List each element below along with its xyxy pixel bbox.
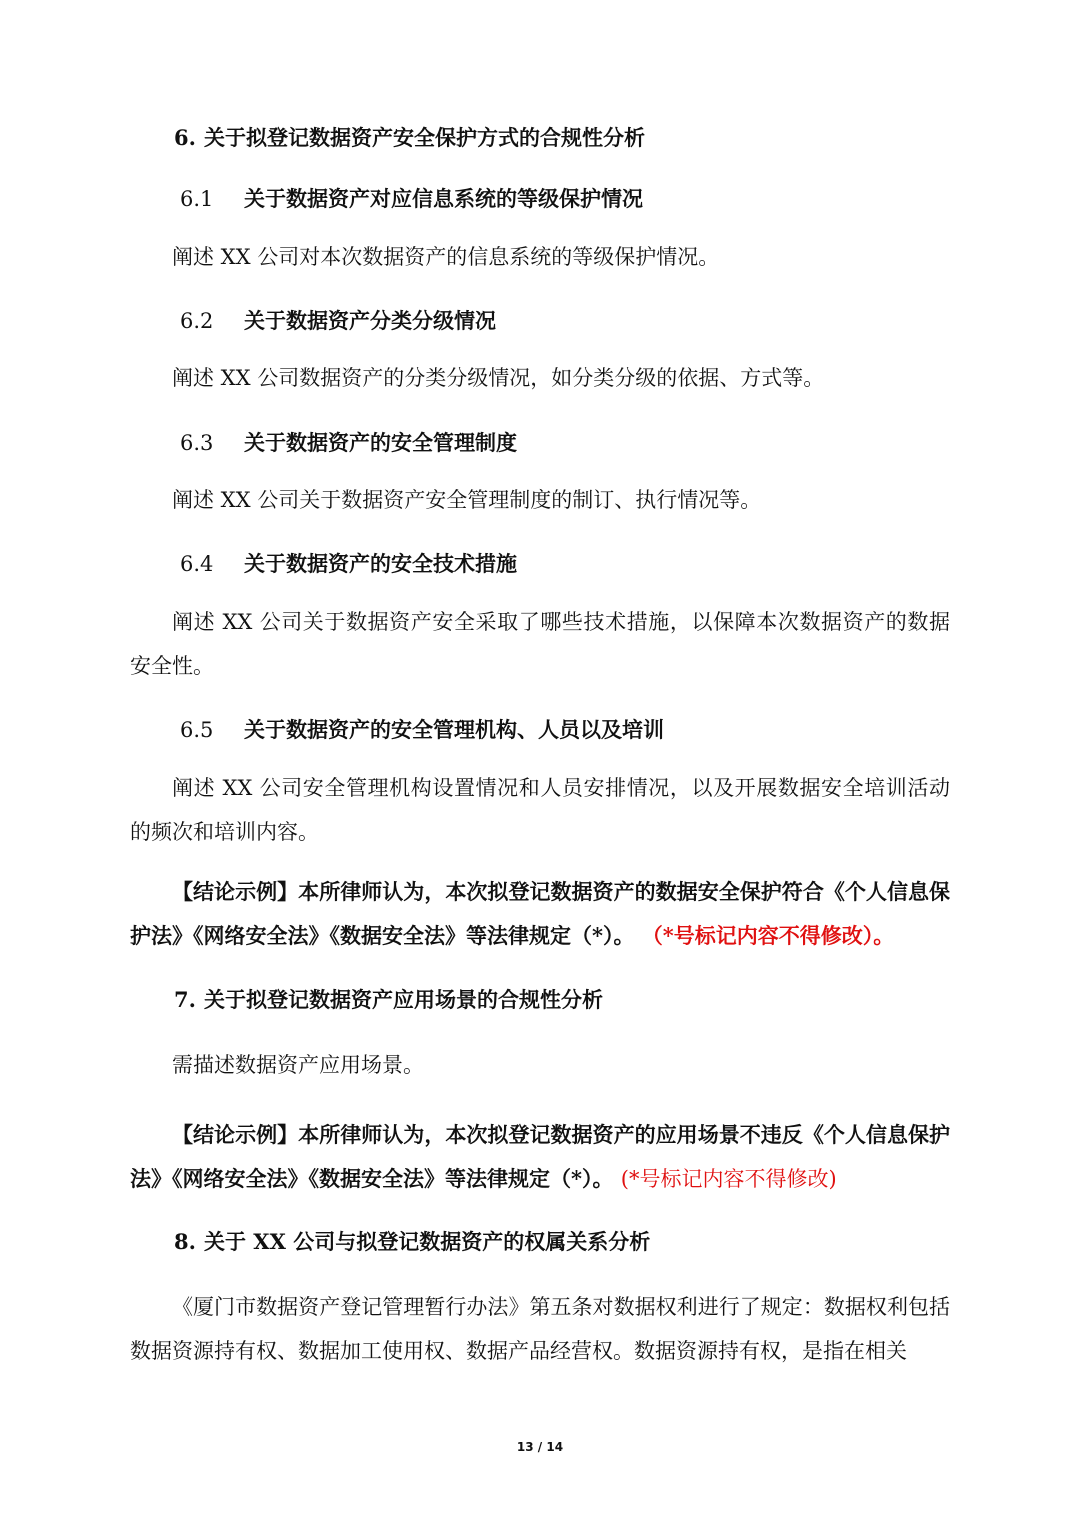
- section-6-heading: [174, 122, 645, 152]
- section-6-3-body: 阐述 XX 公司关于数据资产安全管理制度的制订、执行情况等。: [172, 488, 762, 512]
- section-title: 关于拟登记数据资产应用场景的合规性分析: [204, 987, 603, 1012]
- section-6-4-heading: [180, 548, 517, 578]
- section-number: 6.: [174, 125, 196, 150]
- section-6-5-heading: [180, 714, 664, 744]
- section-number: 6.2: [180, 309, 214, 333]
- section-number: 6.3: [180, 431, 214, 455]
- section-title: 关于数据资产对应信息系统的等级保护情况: [244, 186, 643, 211]
- section-8-heading: [174, 1226, 650, 1256]
- section-6-5-body: 阐述 XX 公司安全管理机构设置情况和人员安排情况，以及开展数据安全培训活动的频次和培训内容。: [130, 776, 950, 844]
- section-6-1-heading: [180, 183, 643, 213]
- section-number: 6.5: [180, 718, 214, 742]
- section-title: 关于数据资产的安全管理制度: [244, 430, 517, 455]
- section-7-heading: [174, 984, 603, 1014]
- conclusion-text: 【结论示例】本所律师认为，本次拟登记数据资产的应用场景不违反《个人信息保护法》《网络安全法》《数据安全法》等法律规定（*）。: [130, 1122, 950, 1191]
- section-number: 6.4: [180, 552, 214, 576]
- section-6-1-body: 阐述 XX 公司对本次数据资产的信息系统的等级保护情况。: [172, 245, 720, 269]
- section-title: 关于数据资产分类分级情况: [244, 308, 496, 333]
- section-6-2-body: 阐述 XX 公司数据资产的分类分级情况，如分类分级的依据、方式等。: [172, 366, 825, 390]
- section-number: 8.: [174, 1229, 196, 1254]
- page-number: 13 / 14: [516, 1440, 564, 1454]
- section-6-2-heading: [180, 305, 496, 335]
- section-6-4-body: 阐述 XX 公司关于数据资产安全采取了哪些技术措施，以保障本次数据资产的数据安全性。: [130, 610, 950, 678]
- section-title: 关于数据资产的安全技术措施: [244, 551, 517, 576]
- conclusion-7: [130, 1113, 950, 1201]
- section-6-3-heading: [180, 427, 517, 457]
- section-title: 关于数据资产的安全管理机构、人员以及培训: [244, 717, 664, 742]
- section-number: 7.: [174, 987, 196, 1012]
- section-8-body: 《厦门市数据资产登记管理暂行办法》第五条对数据权利进行了规定：数据权利包括数据资源持有权、数据加工使用权、数据产品经营权。数据资源持有权，是指在相关: [130, 1295, 950, 1363]
- section-7-body: 需描述数据资产应用场景。: [172, 1053, 424, 1077]
- section-title: 关于 XX 公司与拟登记数据资产的权属关系分析: [204, 1229, 651, 1254]
- section-title: 关于拟登记数据资产安全保护方式的合规性分析: [204, 125, 645, 150]
- section-number: 6.1: [180, 187, 214, 211]
- conclusion-6: [130, 870, 950, 958]
- conclusion-text: 【结论示例】本所律师认为，本次拟登记数据资产的数据安全保护符合《个人信息保护法》《网络安全法》《数据安全法》等法律规定（*）。: [130, 879, 950, 948]
- conclusion-note: (*号标记内容不得修改): [620, 1167, 837, 1191]
- conclusion-note: （*号标记内容不得修改）。: [641, 923, 895, 948]
